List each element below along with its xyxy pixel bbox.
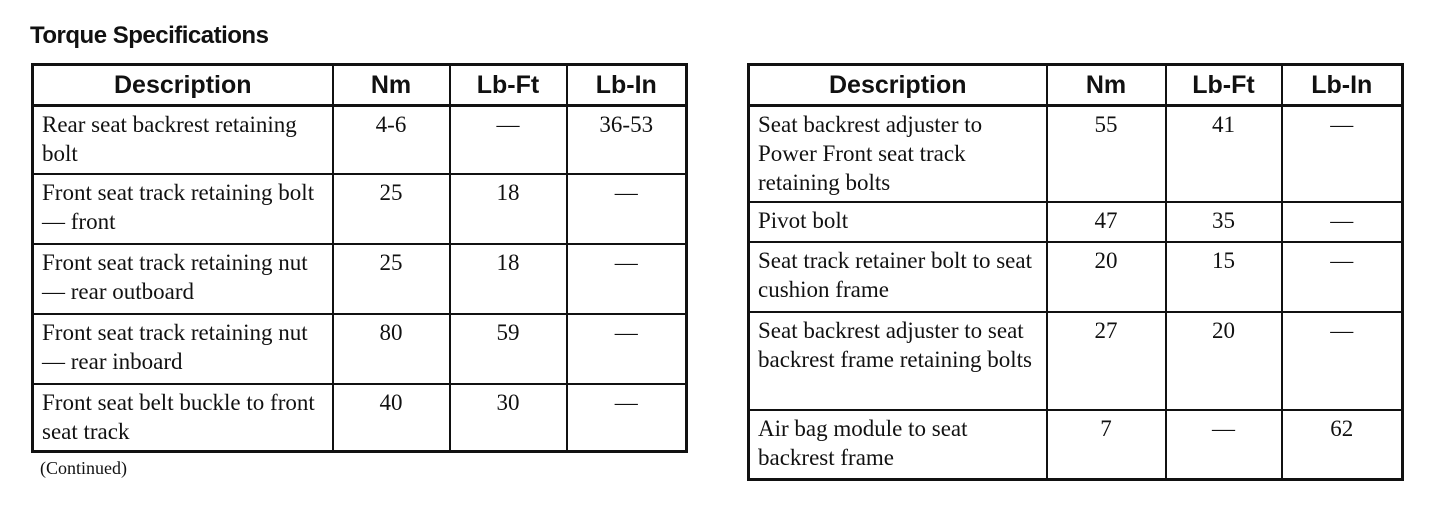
table-row: [33, 244, 687, 314]
cell-lbin: —: [1282, 106, 1403, 202]
column-header-lbin: Lb-In: [1282, 65, 1403, 106]
cell-lbft: —: [1166, 410, 1282, 480]
table-row: [33, 314, 687, 384]
column-header-nm: Nm: [1047, 65, 1166, 106]
cell-nm: 55: [1047, 106, 1166, 202]
table-row: [749, 242, 1403, 312]
cell-lbin: —: [1282, 312, 1403, 410]
cell-lbft: 15: [1166, 242, 1282, 312]
cell-nm: 4-6: [333, 106, 450, 174]
table-row: [33, 106, 687, 174]
table-row: [749, 202, 1403, 242]
table-row: [33, 384, 687, 452]
cell-lbin: —: [1282, 242, 1403, 312]
cell-nm: 20: [1047, 242, 1166, 312]
table-header-row: [749, 65, 1403, 106]
cell-description: Seat track retainer bolt to seat cushion frame: [749, 242, 1047, 312]
column-header-description: Description: [749, 65, 1047, 106]
table-row: [749, 410, 1403, 480]
cell-lbft: 59: [450, 314, 567, 384]
table-row: [749, 106, 1403, 202]
continued-note: (Continued): [40, 458, 127, 478]
cell-nm: 27: [1047, 312, 1166, 410]
cell-description: Front seat track retaining bolt — front: [33, 174, 333, 244]
cell-description: Front seat track retaining nut — rear outboard: [33, 244, 333, 314]
cell-lbft: —: [450, 106, 567, 174]
cell-description: Seat backrest adjuster to Power Front seat track retaining bolts: [749, 106, 1047, 202]
table-header-row: [33, 65, 687, 106]
cell-description: Seat backrest adjuster to seat backrest frame retaining bolts: [749, 312, 1047, 410]
cell-nm: 80: [333, 314, 450, 384]
cell-description: Front seat track retaining nut — rear inboard: [33, 314, 333, 384]
cell-description: Front seat belt buckle to front seat track: [33, 384, 333, 452]
torque-table-left: [31, 63, 688, 453]
column-header-description: Description: [33, 65, 333, 106]
cell-lbft: 18: [450, 174, 567, 244]
cell-lbin: —: [567, 384, 687, 452]
cell-lbin: 36-53: [567, 106, 687, 174]
cell-nm: 7: [1047, 410, 1166, 480]
cell-lbft: 18: [450, 244, 567, 314]
cell-lbft: 30: [450, 384, 567, 452]
cell-lbin: —: [567, 174, 687, 244]
table-row: [33, 174, 687, 244]
cell-description: Air bag module to seat backrest frame: [749, 410, 1047, 480]
cell-lbft: 41: [1166, 106, 1282, 202]
cell-lbin: —: [567, 244, 687, 314]
page-title: Torque Specifications: [30, 22, 269, 49]
cell-nm: 25: [333, 174, 450, 244]
torque-table-right: [747, 63, 1404, 481]
cell-lbin: 62: [1282, 410, 1403, 480]
cell-nm: 47: [1047, 202, 1166, 242]
column-header-lbft: Lb-Ft: [1166, 65, 1282, 106]
column-header-lbft: Lb-Ft: [450, 65, 567, 106]
cell-lbft: 35: [1166, 202, 1282, 242]
column-header-lbin: Lb-In: [567, 65, 687, 106]
column-header-nm: Nm: [333, 65, 450, 106]
cell-nm: 40: [333, 384, 450, 452]
cell-lbin: —: [567, 314, 687, 384]
cell-lbin: —: [1282, 202, 1403, 242]
cell-description: Rear seat backrest retaining bolt: [33, 106, 333, 174]
cell-nm: 25: [333, 244, 450, 314]
cell-lbft: 20: [1166, 312, 1282, 410]
cell-description: Pivot bolt: [749, 202, 1047, 242]
table-row: [749, 312, 1403, 410]
